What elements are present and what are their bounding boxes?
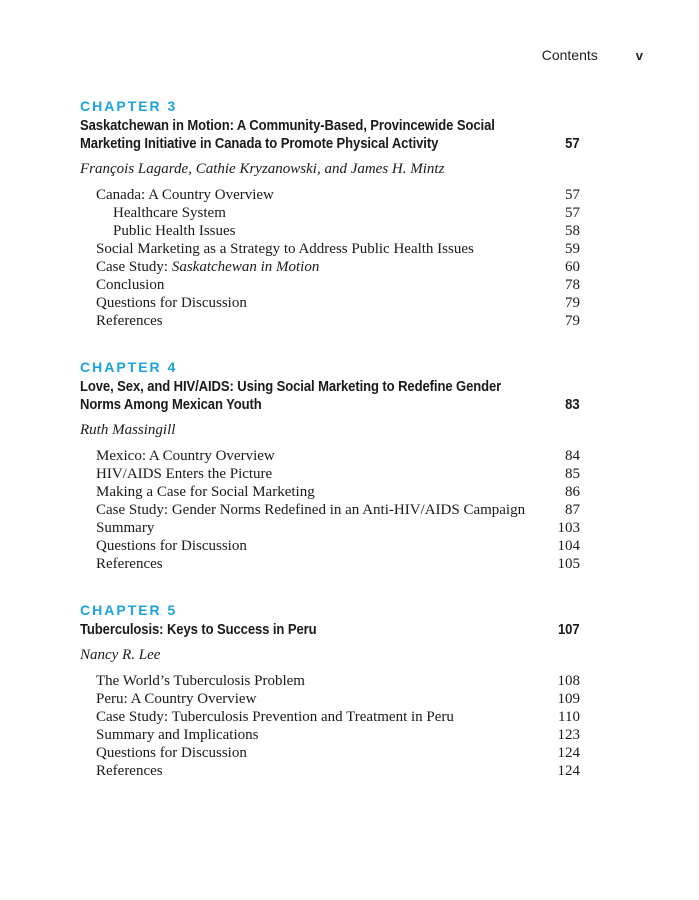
toc-entry[interactable]: [80, 555, 580, 573]
toc-entry-page: 78: [565, 277, 580, 293]
toc-entries: [80, 186, 580, 330]
chapter-5: [80, 601, 580, 780]
chapter-authors: Ruth Massingill: [80, 422, 176, 438]
toc-entry-page: 84: [565, 448, 580, 464]
toc-entry-page: 104: [557, 538, 580, 554]
toc-entry-page: 109: [557, 691, 580, 707]
chapter-page-number: 107: [557, 622, 580, 638]
toc-entry-page: 87: [565, 502, 580, 518]
toc-entry[interactable]: [80, 672, 580, 690]
toc-entry-label: Healthcare System: [113, 205, 226, 221]
toc-entry-label: Social Marketing as a Strategy to Address Public Health Issues: [96, 241, 474, 257]
toc-entry-label: References: [96, 556, 163, 572]
toc-entry-label: References: [96, 763, 163, 779]
toc-entry-page: 86: [565, 484, 580, 500]
toc-entry-label: Case Study: Tuberculosis Prevention and Treatment in Peru: [96, 709, 454, 725]
toc-entry-page: 57: [565, 205, 580, 221]
toc-entry-label: Questions for Discussion: [96, 538, 247, 554]
toc-entry-page: 124: [557, 763, 580, 779]
toc-entry[interactable]: [80, 501, 580, 519]
running-head: [542, 47, 643, 63]
toc-entry-label: Canada: A Country Overview: [96, 187, 274, 203]
toc-entry[interactable]: [80, 294, 580, 312]
toc-entry[interactable]: [80, 726, 580, 744]
toc-entry-page: 105: [557, 556, 580, 572]
toc-entry[interactable]: [80, 762, 580, 780]
toc-entry-page: 60: [565, 259, 580, 275]
toc-entry-page: 124: [557, 745, 580, 761]
toc-entry-page: 79: [565, 295, 580, 311]
toc-entry[interactable]: [80, 483, 580, 501]
toc-entry-label: HIV/AIDS Enters the Picture: [96, 466, 273, 482]
chapter-authors: Nancy R. Lee: [80, 647, 161, 663]
toc-entry-page: 79: [565, 313, 580, 329]
toc-entry[interactable]: [80, 276, 580, 294]
toc-subentry[interactable]: [80, 204, 580, 222]
chapter-label: CHAPTER 4: [80, 359, 178, 375]
toc-entry-page: 59: [565, 241, 580, 257]
toc-entry-page: 108: [557, 673, 580, 689]
toc-entry-label: Summary: [96, 520, 155, 536]
toc-entry[interactable]: [80, 708, 580, 726]
chapter-title-line: Tuberculosis: Keys to Success in Peru: [80, 622, 317, 638]
chapter-title-line: Marketing Initiative in Canada to Promote Physical Activity: [80, 136, 439, 152]
running-head-section: Contents: [541, 47, 598, 63]
toc-entry[interactable]: [80, 312, 580, 330]
toc-entry-page: 110: [558, 709, 580, 725]
toc-entry-page: 57: [565, 187, 580, 203]
toc-entry[interactable]: [80, 447, 580, 465]
toc-entry[interactable]: [80, 186, 580, 204]
toc-entry[interactable]: [80, 240, 580, 258]
toc-entry-label: Questions for Discussion: [96, 745, 247, 761]
toc-entry-page: 123: [557, 727, 580, 743]
chapter-title[interactable]: [80, 621, 580, 639]
chapter-title[interactable]: [80, 117, 580, 153]
toc-entry-label: Mexico: A Country Overview: [96, 448, 275, 464]
chapter-label: CHAPTER 5: [80, 602, 178, 618]
chapter-label: CHAPTER 3: [80, 98, 178, 114]
chapter-4: [80, 358, 580, 573]
toc-entry-page: 103: [557, 520, 580, 536]
toc-entry[interactable]: [80, 537, 580, 555]
chapter-title-line: Norms Among Mexican Youth: [80, 397, 262, 413]
chapter-3: [80, 97, 580, 330]
toc-entries: [80, 447, 580, 573]
toc-entry[interactable]: [80, 519, 580, 537]
toc-entry-label: [96, 258, 319, 276]
toc-entry-label: Case Study: Gender Norms Redefined in an Anti-HIV/AIDS Campaign: [96, 502, 526, 518]
chapter-page-number: 83: [565, 397, 580, 413]
toc-entry-label: Summary and Implications: [96, 727, 259, 743]
toc-entry[interactable]: [80, 258, 580, 276]
toc-subentry[interactable]: [80, 222, 580, 240]
toc-entry-page: 85: [565, 466, 580, 482]
toc-entry-page: 58: [565, 223, 580, 239]
chapter-title-line: Saskatchewan in Motion: A Community-Based, Provincewide Social: [80, 118, 495, 134]
chapter-page-number: 57: [565, 136, 580, 152]
toc-entry-label: Making a Case for Social Marketing: [96, 484, 315, 500]
toc-entry-label-prefix: Case Study:: [96, 259, 172, 275]
toc-entry-label: Conclusion: [96, 277, 165, 293]
toc-entry[interactable]: [80, 465, 580, 483]
chapter-authors: François Lagarde, Cathie Kryzanowski, and James H. Mintz: [80, 161, 445, 177]
chapter-title[interactable]: [80, 378, 580, 414]
toc-entry-label-italic: Saskatchewan in Motion: [171, 259, 320, 275]
toc-entry-label: Public Health Issues: [113, 223, 236, 239]
chapter-title-line: Love, Sex, and HIV/AIDS: Using Social Marketing to Redefine Gender: [80, 379, 502, 395]
toc-entry-label: Questions for Discussion: [96, 295, 247, 311]
toc-entry-label: The World’s Tuberculosis Problem: [96, 673, 305, 689]
running-head-page-number: v: [635, 48, 643, 63]
toc-entries: [80, 672, 580, 780]
toc-entry[interactable]: [80, 690, 580, 708]
toc-entry-label: Peru: A Country Overview: [96, 691, 257, 707]
toc-entry[interactable]: [80, 744, 580, 762]
toc-entry-label: References: [96, 313, 163, 329]
